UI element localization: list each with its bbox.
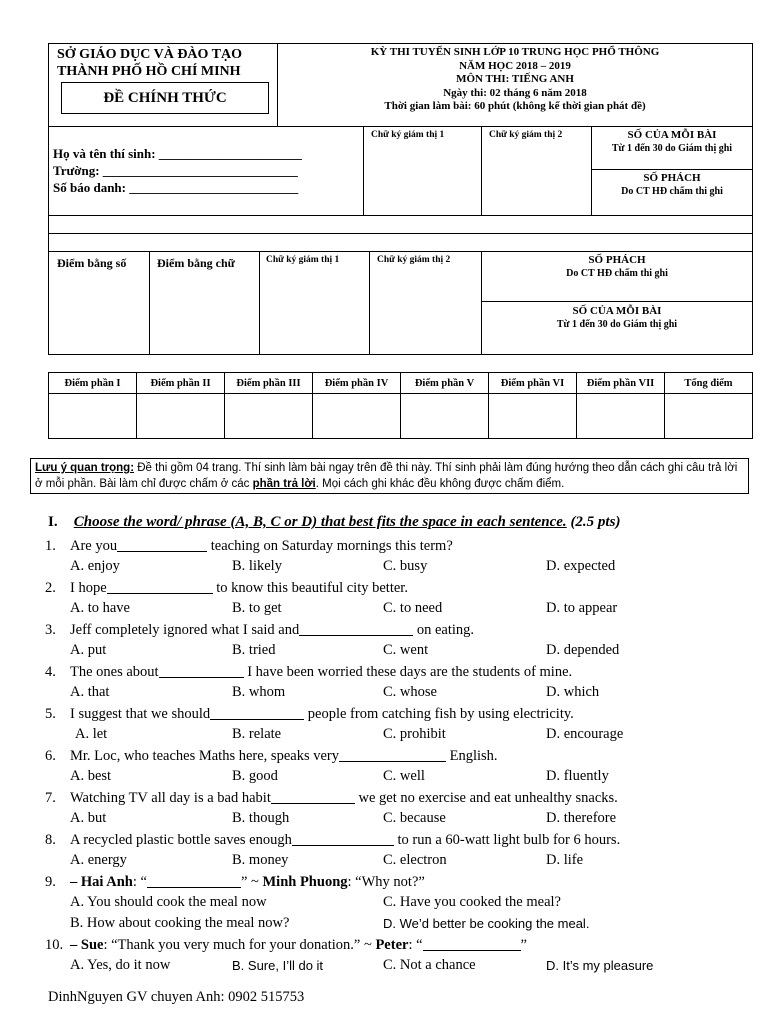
answer-blank[interactable] xyxy=(423,936,521,951)
divider xyxy=(363,127,364,215)
option-c[interactable]: C. whose xyxy=(383,684,437,700)
part-score-cell[interactable] xyxy=(489,394,577,439)
option-d[interactable]: D. therefore xyxy=(546,810,617,826)
code-label xyxy=(481,254,753,280)
option-a[interactable]: A. that xyxy=(70,684,110,700)
part-score-cell[interactable] xyxy=(137,394,225,439)
answer-blank[interactable] xyxy=(339,747,446,762)
candidate-id-field[interactable]: Số báo danh: __________________________ xyxy=(53,180,299,195)
option-d[interactable]: D. which xyxy=(546,684,600,700)
option-b[interactable]: B. to get xyxy=(232,600,282,616)
part-score-cell[interactable] xyxy=(49,394,137,439)
question-text: teaching on Saturday mornings this term? xyxy=(207,538,453,554)
proctor-signature-2: Chữ ký giám thị 2 xyxy=(489,130,563,140)
department-line2: THÀNH PHỐ HỒ CHÍ MINH xyxy=(57,64,241,79)
quote-open: : “ xyxy=(132,874,147,890)
dialogue-dash: – xyxy=(70,874,81,890)
option-b[interactable]: B. whom xyxy=(232,684,286,700)
candidate-name-field[interactable]: Họ và tên thí sinh: ______________________ xyxy=(53,146,302,161)
section-instruction: Choose the word/ phrase (A, B, C or D) that best fits the space in each sentence. xyxy=(73,514,567,530)
paper-number-label xyxy=(591,129,753,155)
question-number: 2. xyxy=(45,580,56,596)
option-d[interactable]: D. to appear xyxy=(546,600,618,616)
score-box xyxy=(48,251,753,355)
option-c[interactable]: C. busy xyxy=(383,558,428,574)
header-department-box xyxy=(48,43,278,127)
question-text: English. xyxy=(445,748,498,764)
proctor-signature-2: Chữ ký giám thị 2 xyxy=(377,255,451,265)
candidate-school-field[interactable]: Trường: ______________________________ xyxy=(53,163,298,178)
note-text: Đề thi gồm 04 trang. Thí sinh làm bài ngay trên đề thi này. Thí sinh phải làm đúng hướng theo dẫn cách ghi câu trả lời ở mỗi phần. Bài làm chỉ được chấm ở các xyxy=(35,462,738,490)
code-note: Do CT HĐ chấm thi ghi xyxy=(621,186,723,197)
option-b[interactable]: B. though xyxy=(232,810,290,826)
question-text: I suggest that we should xyxy=(70,706,211,722)
speaker-name: Peter xyxy=(375,937,409,953)
option-d[interactable]: D. depended xyxy=(546,642,620,658)
proctor-signature-1: Chữ ký giám thị 1 xyxy=(266,255,340,265)
question-number: 5. xyxy=(45,706,56,722)
answer-blank[interactable] xyxy=(271,789,355,804)
divider xyxy=(259,252,260,354)
option-c[interactable]: C. Not a chance xyxy=(383,957,476,973)
note-text: . Mọi cách ghi khác đều không được chấm điểm. xyxy=(315,478,565,490)
paper-number-title: SỐ CỦA MỖI BÀI xyxy=(627,129,717,141)
question-text: to run a 60-watt light bulb for 6 hours. xyxy=(393,832,621,848)
code-label xyxy=(591,172,753,198)
option-b[interactable]: B. tried xyxy=(232,642,276,658)
answer-blank[interactable] xyxy=(299,621,413,636)
header-exam-box xyxy=(277,43,753,127)
proctor-signature-1: Chữ ký giám thị 1 xyxy=(371,130,445,140)
question-text: Jeff completely ignored what I said and xyxy=(70,622,300,638)
question xyxy=(45,747,498,765)
option-d[interactable]: D. expected xyxy=(546,558,616,574)
question xyxy=(45,705,574,723)
question-text: on eating. xyxy=(413,622,475,638)
question xyxy=(45,579,408,597)
speaker-name: Minh Phuong xyxy=(262,874,348,890)
exam-subject: MÔN THI: TIẾNG ANH xyxy=(456,73,574,85)
candidate-info-box xyxy=(48,126,753,216)
dialogue-dash: – xyxy=(70,937,81,953)
option-c[interactable]: C. electron xyxy=(383,852,447,868)
note-emphasis: phần trả lời xyxy=(252,478,316,490)
divider xyxy=(591,169,752,170)
question-text: we get no exercise and eat unhealthy snacks. xyxy=(354,790,618,806)
question-number: 1. xyxy=(45,538,56,554)
question-number: 3. xyxy=(45,622,56,638)
section-title xyxy=(48,514,620,531)
department-name xyxy=(57,46,242,80)
score-words-label: Điểm bằng chữ xyxy=(157,256,235,270)
part-header: Điểm phần V xyxy=(401,373,489,394)
question xyxy=(45,789,618,807)
option-c[interactable]: C. prohibit xyxy=(383,726,446,742)
paper-number-title: SỐ CỦA MỖI BÀI xyxy=(572,305,662,317)
question xyxy=(45,936,527,954)
total-header: Tổng điểm xyxy=(665,373,753,394)
option-d[interactable]: D. It’s my pleasure xyxy=(546,958,654,973)
option-a[interactable]: A. Yes, do it now xyxy=(70,957,171,973)
question-number: 9. xyxy=(45,874,56,890)
answer-blank[interactable] xyxy=(292,831,394,846)
option-d[interactable]: D. fluently xyxy=(546,768,609,784)
option-a[interactable]: A. let xyxy=(75,726,108,742)
option-a[interactable]: A. to have xyxy=(70,600,130,616)
question-number: 10. xyxy=(45,937,64,953)
question-number: 7. xyxy=(45,790,56,806)
option-a[interactable]: A. enjoy xyxy=(70,558,120,574)
question xyxy=(45,831,620,849)
answer-blank[interactable] xyxy=(159,663,244,678)
option-a[interactable]: A. You should cook the meal now xyxy=(70,894,267,910)
score-number-label: Điểm bằng số xyxy=(57,256,127,270)
question-number: 6. xyxy=(45,748,56,764)
question-number: 8. xyxy=(45,832,56,848)
option-b[interactable]: B. Sure, I’ll do it xyxy=(232,958,324,973)
part-header: Điểm phần VII xyxy=(577,373,665,394)
option-c[interactable]: C. to need xyxy=(383,600,443,616)
code-title: SỐ PHÁCH xyxy=(588,254,646,266)
speaker-name: Hai Anh xyxy=(80,874,133,890)
blank-row xyxy=(48,215,753,234)
note-label: Lưu ý quan trọng: xyxy=(35,462,135,474)
answer-blank[interactable] xyxy=(210,705,304,720)
question-text: people from catching fish by using electricity. xyxy=(304,706,574,722)
divider xyxy=(481,301,752,302)
question-text: I have been worried these days are the students of mine. xyxy=(243,664,573,680)
school-year: NĂM HỌC 2018 – 2019 xyxy=(459,59,571,72)
part-header: Điểm phần I xyxy=(49,373,137,394)
question-text: to know this beautiful city better. xyxy=(212,580,408,596)
section-number: I. xyxy=(48,514,58,530)
question-text: Mr. Loc, who teaches Maths here, speaks very xyxy=(70,748,339,764)
question xyxy=(45,621,474,639)
question-text: A recycled plastic bottle saves enough xyxy=(70,832,292,848)
option-c[interactable]: C. went xyxy=(383,642,429,658)
divider xyxy=(149,252,150,354)
important-note xyxy=(30,458,749,494)
option-b[interactable]: B. How about cooking the meal now? xyxy=(70,915,290,931)
option-a[interactable]: A. put xyxy=(70,642,107,658)
dialogue-line: : “Thank you very much for your donation.” ~ xyxy=(103,937,376,953)
answer-blank[interactable] xyxy=(147,873,241,888)
option-c[interactable]: C. well xyxy=(383,768,425,784)
exam-duration: Thời gian làm bài: 60 phút (không kể thời gian phát đề) xyxy=(384,100,646,112)
option-d[interactable]: D. We’d better be cooking the meal. xyxy=(383,916,590,931)
quote-open: : “ xyxy=(408,937,423,953)
paper-number-note: Từ 1 đến 30 do Giám thị ghi xyxy=(611,143,733,154)
option-c[interactable]: C. because xyxy=(383,810,446,826)
question-number: 4. xyxy=(45,664,56,680)
part-score-cell[interactable] xyxy=(577,394,665,439)
blank-row xyxy=(48,233,753,252)
part-scores-table xyxy=(48,372,753,439)
quote-close: ” ~ xyxy=(240,874,263,890)
dialogue-reply: : “Why not?” xyxy=(347,874,425,890)
option-d[interactable]: D. life xyxy=(546,852,584,868)
question-text: Are you xyxy=(70,538,118,554)
department-line1: SỞ GIÁO DỤC VÀ ĐÀO TẠO xyxy=(57,47,243,62)
option-b[interactable]: B. good xyxy=(232,768,278,784)
option-a[interactable]: A. energy xyxy=(70,852,127,868)
option-b[interactable]: B. relate xyxy=(232,726,282,742)
paper-number-label xyxy=(481,305,753,331)
question xyxy=(45,663,572,681)
part-score-cell[interactable] xyxy=(225,394,313,439)
part-header: Điểm phần VI xyxy=(489,373,577,394)
part-header: Điểm phần II xyxy=(137,373,225,394)
question-text: Watching TV all day is a bad habit xyxy=(70,790,271,806)
option-a[interactable]: A. best xyxy=(70,768,112,784)
code-title: SỐ PHÁCH xyxy=(643,172,701,184)
option-b[interactable]: B. money xyxy=(232,852,289,868)
speaker-name: Sue xyxy=(80,937,104,953)
paper-number-note: Từ 1 đến 30 do Giám thị ghi xyxy=(556,319,678,330)
question-text: I hope xyxy=(70,580,107,596)
question-text: The ones about xyxy=(70,664,159,680)
quote-close: ” xyxy=(520,937,527,953)
exam-info xyxy=(278,46,752,114)
option-d[interactable]: D. encourage xyxy=(546,726,624,742)
part-header: Điểm phần IV xyxy=(313,373,401,394)
question xyxy=(45,537,453,555)
part-score-cell[interactable] xyxy=(401,394,489,439)
answer-blank[interactable] xyxy=(117,537,207,552)
section-points: (2.5 pts) xyxy=(566,514,621,530)
candidate-fields xyxy=(53,145,302,196)
divider xyxy=(369,252,370,354)
answer-blank[interactable] xyxy=(107,579,213,594)
part-header: Điểm phần III xyxy=(225,373,313,394)
code-note: Do CT HĐ chấm thi ghi xyxy=(566,268,668,279)
exam-date: Ngày thi: 02 tháng 6 năm 2018 xyxy=(443,86,587,99)
part-score-cell[interactable] xyxy=(313,394,401,439)
footer-credit: DinhNguyen GV chuyen Anh: 0902 515753 xyxy=(48,989,305,1005)
total-score-cell[interactable] xyxy=(665,394,753,439)
exam-title: KỲ THI TUYỂN SINH LỚP 10 TRUNG HỌC PHỔ THÔNG xyxy=(370,46,660,58)
option-b[interactable]: B. likely xyxy=(232,558,282,574)
divider xyxy=(481,127,482,215)
option-a[interactable]: A. but xyxy=(70,810,107,826)
official-exam-label: ĐỀ CHÍNH THỨC xyxy=(61,82,269,114)
question xyxy=(45,873,425,891)
option-c[interactable]: C. Have you cooked the meal? xyxy=(383,894,561,910)
